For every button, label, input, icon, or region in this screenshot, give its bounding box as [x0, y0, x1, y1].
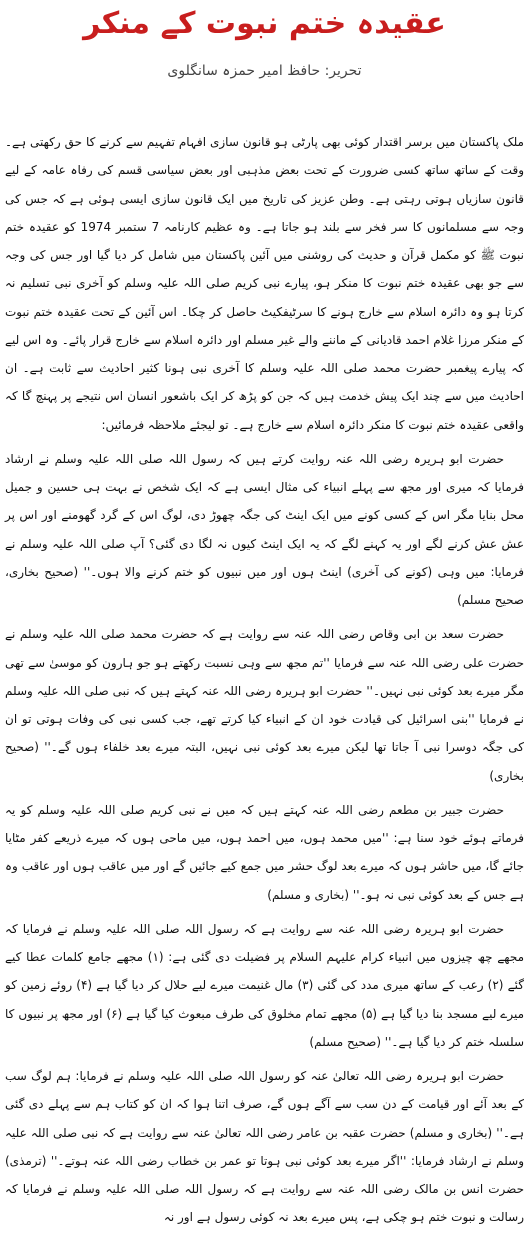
article-paragraph-hadith-4: حضرت ابو ہریرہ رضی اللہ عنہ سے روایت ہے کہ رسول اللہ صلی اللہ علیہ وسلم نے فرمایا کہ مجھے چھ چیزوں میں انبیاء کرام علیہم السلام پر فضیلت دی گئی ہے: (۱) مجھے جامع کلمات عطا کیے گئے (۲) رعب کے ساتھ میری مدد کی گئی (۳) مال غنیمت میرے لیے حلال کر دیا گیا ہے (۴) روئے زمین کو میرے لیے مسجد بنا دیا گیا ہے (۵) مجھے تمام مخلوق کی طرف مبعوث کیا گیا ہے (۶) اور مجھ پر نبیوں کا سلسلہ ختم کر دیا گیا ہے۔'' (صحیح مسلم)	[5, 921, 525, 1049]
article-title: عقیدہ ختم نبوت کے منکر	[83, 6, 446, 41]
article-byline: تحریر: حافظ امیر حمزہ سانگلوی	[167, 63, 362, 79]
article-paragraph-hadith-5: حضرت ابو ہریرہ رضی اللہ تعالیٰ عنہ کو رسول اللہ صلی اللہ علیہ وسلم نے فرمایا: ہم لوگ سب کے بعد آئے اور قیامت کے دن سب سے آگے ہوں گے، صرف اتنا ہوا کہ ان کو کتاب ہم سے پہلے دی گئی ہے۔'' (بخاری و مسلم) حضرت عقبہ بن عامر رضی اللہ تعالیٰ عنہ سے روایت ہے کہ نبی صلی اللہ علیہ وسلم نے ارشاد فرمایا: ''اگر میرے بعد کوئی نبی ہوتا تو عمر بن خطاب رضی اللہ عنہ ہوتے۔'' (ترمذی) حضرت انس بن مالک رضی اللہ عنہ سے روایت ہے کہ رسول اللہ صلی اللہ علیہ وسلم نے فرمایا کہ رسالت و نبوت ختم ہو چکی ہے، پس میرے بعد نہ کوئی رسول ہے اور نہ	[5, 1069, 524, 1225]
article-body	[4, 128, 525, 1238]
article-paragraph-hadith-2: حضرت سعد بن ابی وقاص رضی اللہ عنہ سے روایت ہے کہ حضرت محمد صلی اللہ علیہ وسلم نے حضرت علی رضی اللہ عنہ سے فرمایا ''تم مجھ سے وہی نسبت رکھتے ہو جو ہارون کو موسیٰ سے تھی مگر میرے بعد کوئی نبی نہیں۔'' حضرت ابو ہریرہ رضی اللہ عنہ کہتے ہیں کہ نبی صلی اللہ علیہ وسلم نے فرمایا ''بنی اسرائیل کی قیادت خود ان کے انبیاء کیا کرتے تھے، جب کسی نبی کی وفات ہوتی تو ان کی جگہ دوسرا نبی آ جاتا تھا لیکن میرے بعد کوئی نبی نہیں، البتہ میرے بعد خلفاء ہوں گے۔'' (صحیح بخاری)	[5, 627, 524, 783]
article-paragraph-hadith-1: حضرت ابو ہریرہ رضی اللہ عنہ روایت کرتے ہیں کہ رسول اللہ صلی اللہ علیہ وسلم نے ارشاد فرمایا کہ میری اور مجھ سے پہلے انبیاء کی مثال ایسی ہے کہ ایک شخص نے بہت ہی حسین و جمیل محل بنایا مگر اس کے کسی کونے میں ایک اینٹ کی جگہ چھوڑ دی، لوگ اس کے گرد گھومنے اور اس پر عش عش کرنے لگے اور یہ کہنے لگے کہ یہ ایک اینٹ کیوں نہ لگا دی گئی؟ آپ صلی اللہ علیہ وسلم نے فرمایا: میں وہی (کونے کی آخری) اینٹ ہوں اور میں نبیوں کو ختم کرنے والا ہوں۔'' (صحیح بخاری، صحیح مسلم)	[5, 451, 524, 607]
article-paragraph-hadith-3: حضرت جبیر بن مطعم رضی اللہ عنہ کہتے ہیں کہ میں نے نبی کریم صلی اللہ علیہ وسلم کو یہ فرماتے ہوئے خود سنا ہے: ''میں محمد ہوں، میں احمد ہوں، میں ماحی ہوں کہ میرے ذریعے کفر مٹایا جائے گا، میں حاشر ہوں کہ میرے بعد لوگ حشر میں جمع کیے جائیں گے اور میں عاقب ہوں اور عاقب وہ ہے جس کے بعد کوئی نبی نہ ہو۔'' (بخاری و مسلم)	[5, 802, 524, 902]
article-paragraph-intro: ملک پاکستان میں برسر اقتدار کوئی بھی پارٹی ہو قانون سازی افہام تفہیم سے کرنے کا حق رکھتی ہے۔ وقت کے ساتھ ساتھ کسی ضرورت کے تحت بعض مذہبی اور بعض سیاسی قسم کی رفاہ عامہ کے لیے قانون سازیاں ہوتی رہتی ہے۔ وطن عزیز کی تاریخ میں ایک قانون سازی ایسی ہوئی ہے کہ جس کی وجہ سے مسلمانوں کا سر فخر سے بلند ہو جاتا ہے۔ وہ عظیم کارنامہ 7 ستمبر 1974 کو عقیدہ ختم نبوت ﷺ کو مکمل قرآن و حدیث کی روشنی میں آئین پاکستان میں شامل کر دیا گیا اور جس کی وجہ سے جو بھی عقیدہ ختم نبوت کا منکر ہو، پیارے نبی کریم صلی اللہ علیہ وسلم کو آخری نبی تسلیم نہ کرتا ہو وہ دائرہ اسلام سے خارج ہونے کا سرٹیفکیٹ حاصل کر چکا۔ اس آئین کے تحت عقیدہ ختم نبوت کے منکر مرزا غلام احمد قادیانی کے ماننے والے غیر مسلم اور دائرہ اسلام سے خارج قرار پائے۔ وہ اس لیے کہ پیارے پیغمبر حضرت محمد صلی اللہ علیہ وسلم کا آخری نبی ہونا کثیر احادیث سے ثابت ہے۔ ان احادیث میں سے چند ایک پیش خدمت ہیں کہ جن کو پڑھ کر ایک باشعور انسان اس نتیجے پر پہنچ گا کہ واقعی عقیدہ ختم نبوت کا منکر دائرہ اسلام سے خارج ہے۔ تو لیجئے ملاحظہ فرمائیں:	[5, 135, 525, 432]
